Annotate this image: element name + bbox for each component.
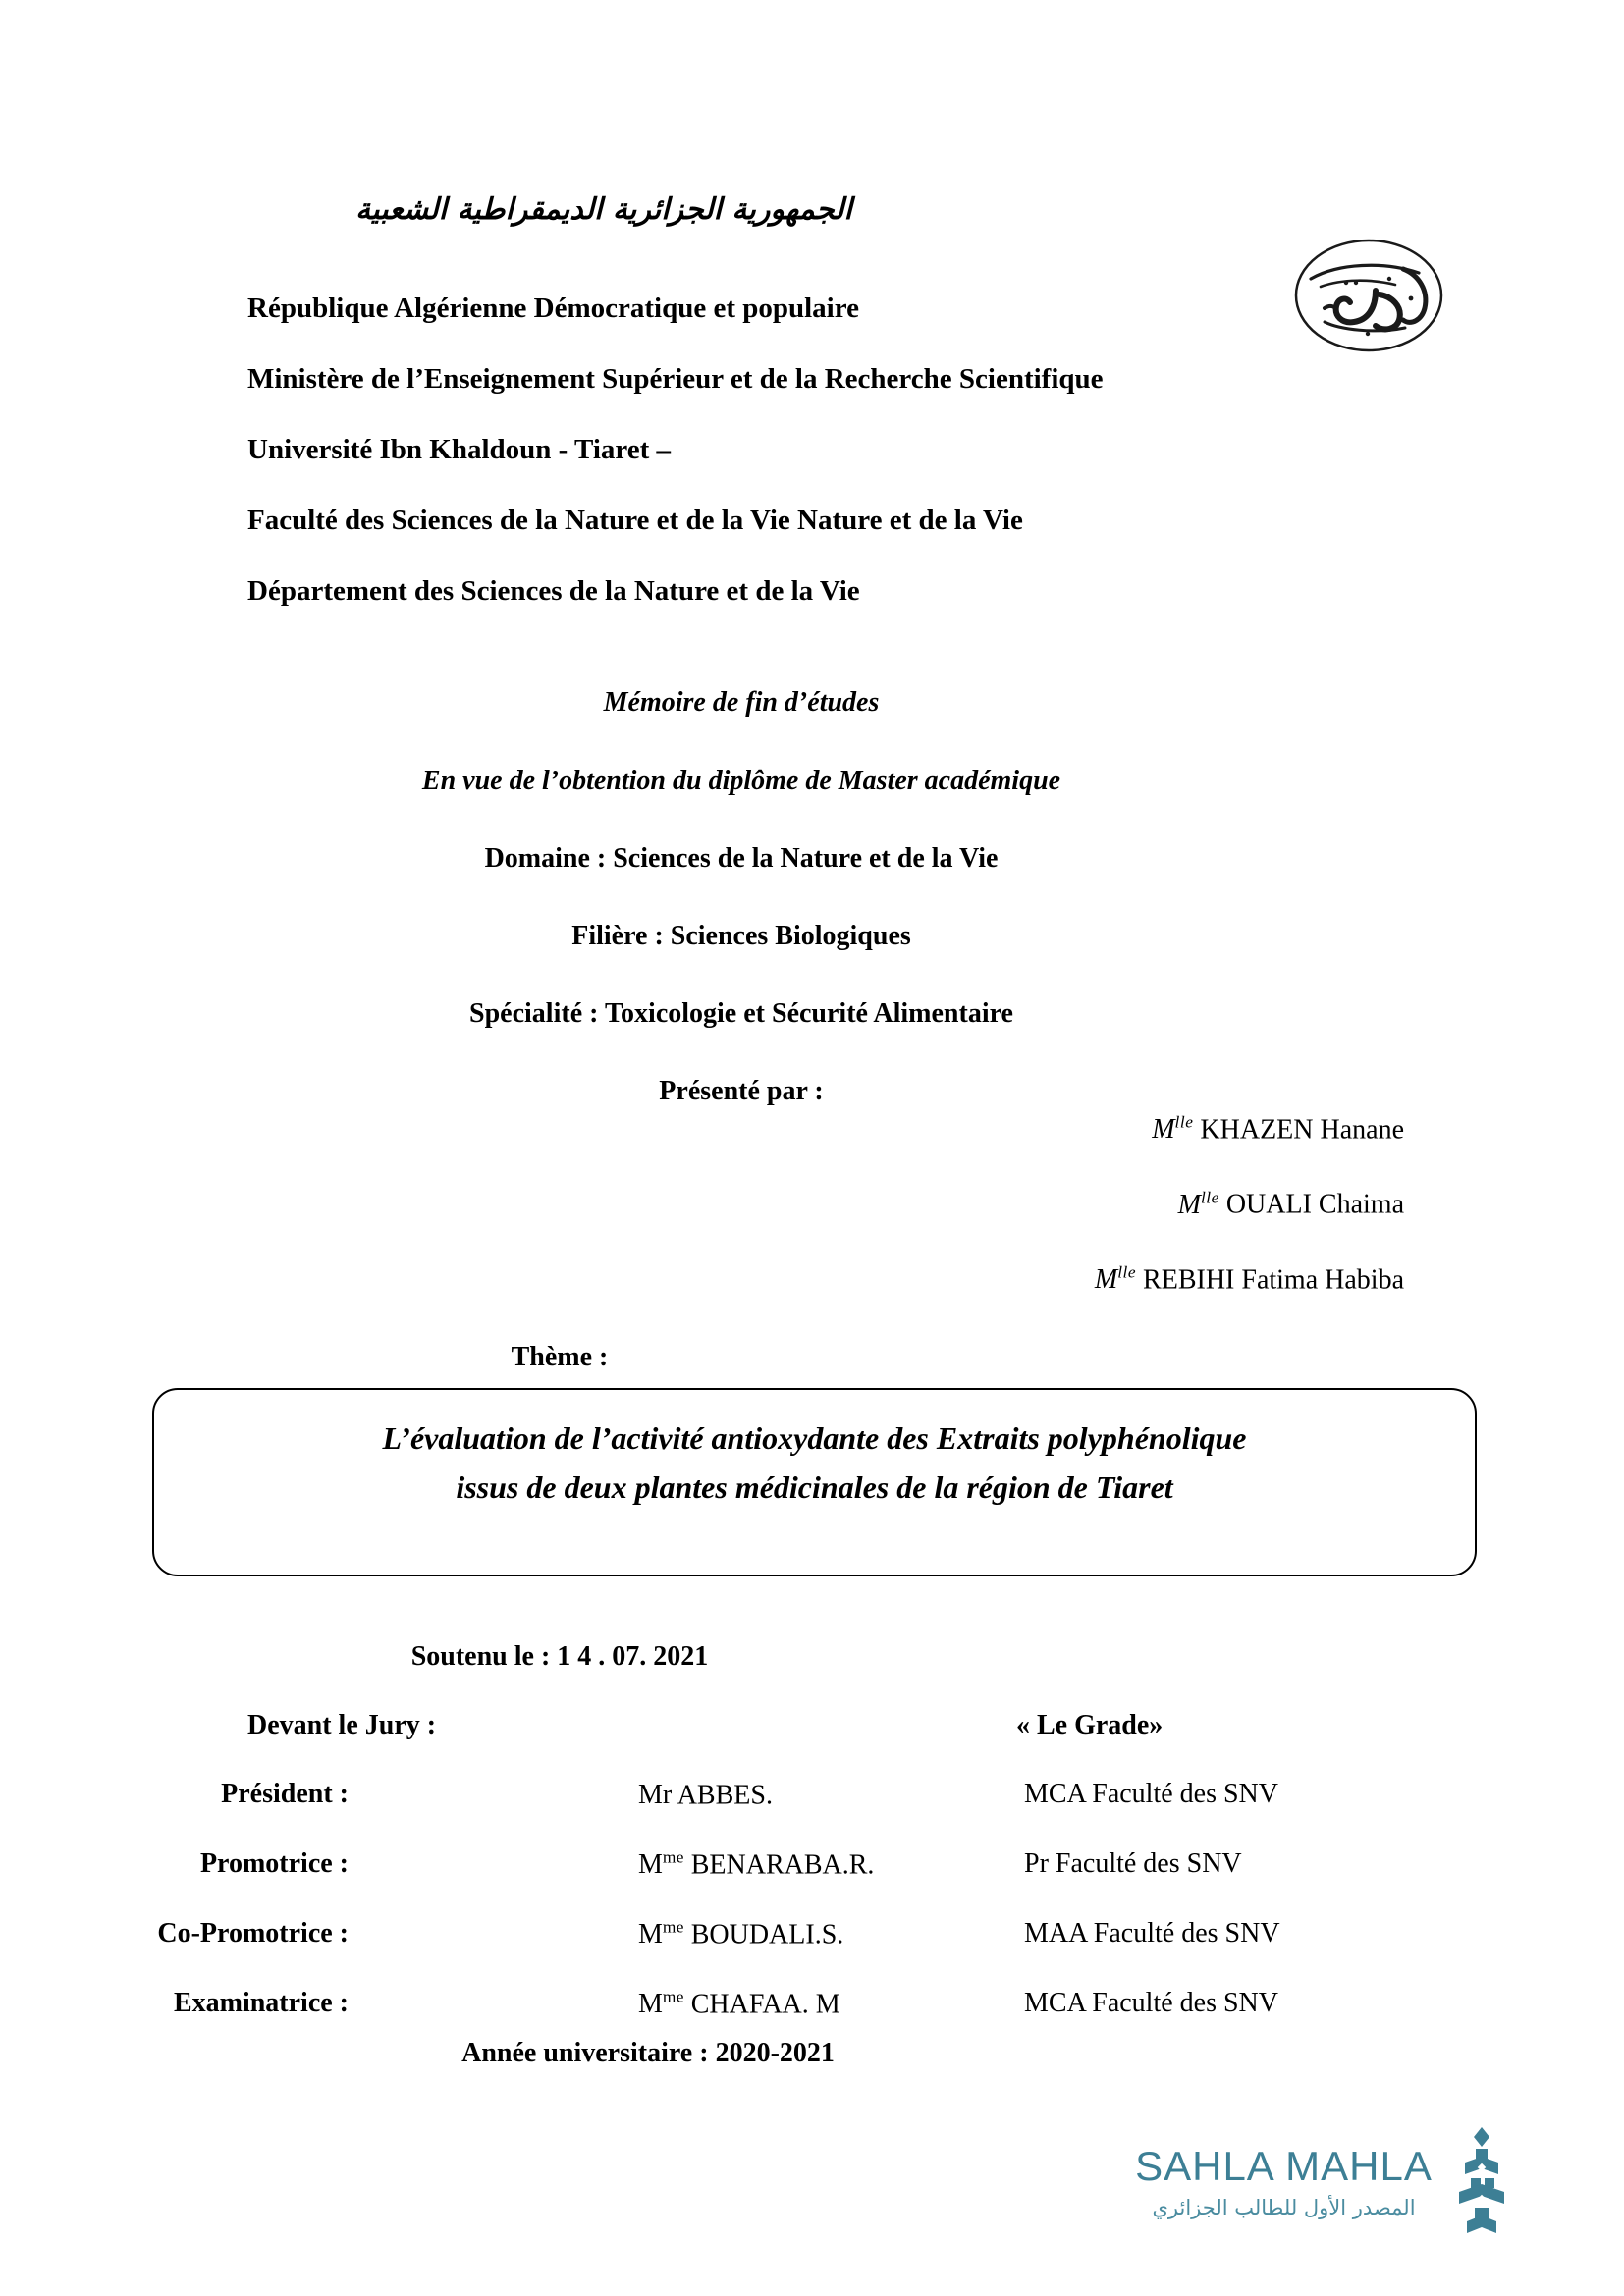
diploma-purpose-label: En vue de l’obtention du diplôme de Master académique xyxy=(421,766,1061,796)
jury-name-examinatrice: $M^{me}$ CHAFAA. M xyxy=(638,1988,840,2020)
jury-grade-promotrice: Pr Faculté des SNV xyxy=(1024,1848,1242,1879)
jury-role-examinatrice: Examinatrice : xyxy=(173,1988,349,2018)
jury-title-0: Mr xyxy=(638,1780,673,1811)
watermark-subtitle: المصدر الأول للطالب الجزائري xyxy=(1152,2196,1416,2219)
jury-title-1: M xyxy=(638,1849,663,1881)
filiere-label: Filière : Sciences Biologiques xyxy=(571,921,911,951)
theme-label: Thème : xyxy=(511,1342,609,1372)
defense-date: Soutenu le : 1 4 . 07. 2021 xyxy=(410,1641,709,1672)
jury-table xyxy=(0,1779,1624,2057)
student-fullname-3: REBIHI Fatima Habiba xyxy=(1143,1263,1404,1295)
jury-title-3: M xyxy=(638,1989,663,2020)
student-names-list xyxy=(0,1114,1404,1339)
presented-by-label: Présenté par : xyxy=(659,1076,824,1106)
jury-grade-president: MCA Faculté des SNV xyxy=(1024,1779,1278,1809)
thesis-title-box xyxy=(152,1388,1477,1576)
jury-role-co-promotrice: Co-Promotrice : xyxy=(157,1918,349,1949)
arabic-republic-heading: الجمهورية الجزائرية الديمقراطية الشعبية xyxy=(355,192,852,227)
jury-row xyxy=(0,1779,1624,1848)
jury-title-2: M xyxy=(638,1919,663,1950)
watermark-logo-icon xyxy=(1445,2127,1518,2237)
memoire-label: Mémoire de fin d’études xyxy=(603,687,880,718)
watermark-title: SAHLA MAHLA xyxy=(1135,2143,1433,2189)
degree-info-block xyxy=(0,687,1483,1107)
sahla-mahla-watermark xyxy=(1114,2125,1527,2253)
jury-grade-column-label: « Le Grade» xyxy=(1016,1710,1164,1740)
jury-header xyxy=(0,1710,1624,1749)
institution-header xyxy=(247,294,1347,648)
thesis-title-line-2: issus de deux plantes médicinales de la région de Tiaret xyxy=(456,1468,1173,1505)
header-line-ministry: Ministère de l’Enseignement Supérieur et de la Recherche Scientifique xyxy=(247,363,1104,395)
student-name-3 xyxy=(0,1264,1404,1294)
student-fullname-1: KHAZEN Hanane xyxy=(1200,1114,1404,1146)
student-name-2 xyxy=(0,1189,1404,1218)
jury-name-promotrice: $M^{me}$ BENARABA.R. xyxy=(638,1848,875,1881)
student-name-1 xyxy=(0,1114,1404,1144)
thesis-title-line-1: L’évaluation de l’activité antioxydante des Extraits polyphénolique xyxy=(382,1420,1247,1456)
thesis-title-text xyxy=(154,1390,1475,1512)
header-line-university: Université Ibn Khaldoun - Tiaret – xyxy=(247,434,672,465)
student-fullname-2: OUALI Chaima xyxy=(1225,1189,1404,1220)
student-title-2: $M^{lle}$ xyxy=(1177,1188,1219,1220)
student-title-1: $M^{lle}$ xyxy=(1152,1113,1194,1146)
header-line-republic: République Algérienne Démocratique et populaire xyxy=(247,293,859,324)
jury-name-president: Mr ABBES. xyxy=(638,1780,773,1811)
jury-name-co-promotrice: $M^{me}$ BOUDALI.S. xyxy=(638,1918,844,1950)
header-line-department: Département des Sciences de la Nature et de la Vie xyxy=(247,575,860,607)
jury-role-promotrice: Promotrice : xyxy=(199,1848,349,1879)
student-title-3: $M^{lle}$ xyxy=(1094,1262,1137,1295)
domain-label: Domaine : Sciences de la Nature et de la Vie xyxy=(484,843,999,874)
jury-row xyxy=(0,1848,1624,1918)
header-line-faculty: Faculté des Sciences de la Nature et de la Vie Nature et de la Vie xyxy=(247,505,1023,536)
jury-row xyxy=(0,1918,1624,1988)
jury-role-president: Président : xyxy=(221,1779,349,1809)
specialite-label: Spécialité : Toxicologie et Sécurité Alimentaire xyxy=(469,998,1013,1029)
jury-grade-examinatrice: MCA Faculté des SNV xyxy=(1024,1988,1278,2018)
jury-section-label: Devant le Jury : xyxy=(247,1710,437,1740)
jury-grade-co-promotrice: MAA Faculté des SNV xyxy=(1024,1918,1280,1949)
academic-year: Année universitaire : 2020-2021 xyxy=(461,2038,835,2068)
